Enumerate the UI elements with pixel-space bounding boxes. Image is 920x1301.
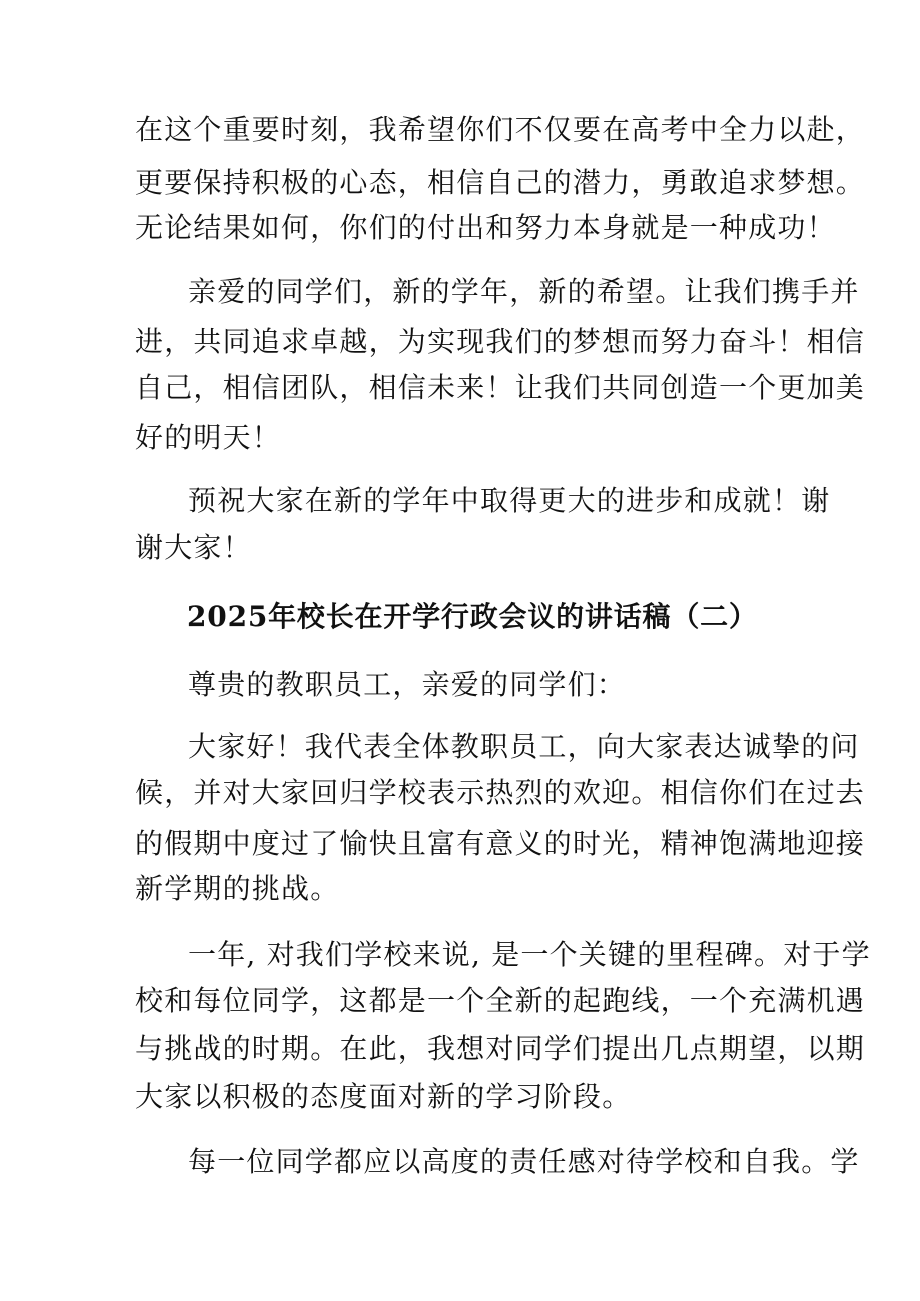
paragraph-line: 进，共同追求卓越，为实现我们的梦想而努力奋斗！相信 (135, 325, 866, 358)
paragraph-line: 谢大家！ (135, 531, 252, 564)
paragraph-line: 新学期的挑战。 (135, 872, 340, 905)
paragraph-line: 无论结果如何，你们的付出和努力本身就是一种成功！ (135, 211, 836, 244)
paragraph-line: 更要保持积极的心态，相信自己的潜力，勇敢追求梦想。 (135, 166, 866, 199)
paragraph-line: 每一位同学都应以高度的责任感对待学校和自我。学 (188, 1145, 860, 1178)
paragraph-line: 大家以积极的态度面对新的学习阶段。 (135, 1080, 632, 1113)
paragraph-line: 校和每位同学，这都是一个全新的起跑线，一个充满机遇 (135, 984, 866, 1017)
paragraph-line: 的假期中度过了愉快且富有意义的时光，精神饱满地迎接 (135, 827, 866, 860)
paragraph-line: 预祝大家在新的学年中取得更大的进步和成就！谢 (188, 484, 831, 517)
paragraph-line: 大家好！我代表全体教职员工，向大家表达诚挚的问 (188, 730, 860, 763)
paragraph-line: 在这个重要时刻，我希望你们不仅要在高考中全力以赴， (135, 113, 866, 146)
paragraph-line: 亲爱的同学们，新的学年，新的希望。让我们携手并 (188, 275, 860, 308)
paragraph-line: 一年, 对我们学校来说, 是一个关键的里程碑。对于学 (188, 938, 871, 971)
paragraph-line: 自己，相信团队，相信未来！让我们共同创造一个更加美 (135, 371, 866, 404)
paragraph-line: 与挑战的时期。在此，我想对同学们提出几点期望，以期 (135, 1032, 866, 1065)
paragraph-line: 候，并对大家回归学校表示热烈的欢迎。相信你们在过去 (135, 776, 866, 809)
paragraph-line: 好的明天！ (135, 421, 282, 454)
salutation: 尊贵的教职员工，亲爱的同学们： (188, 668, 627, 701)
section-title: 2025年校长在开学行政会议的讲话稿（二） (187, 600, 758, 633)
